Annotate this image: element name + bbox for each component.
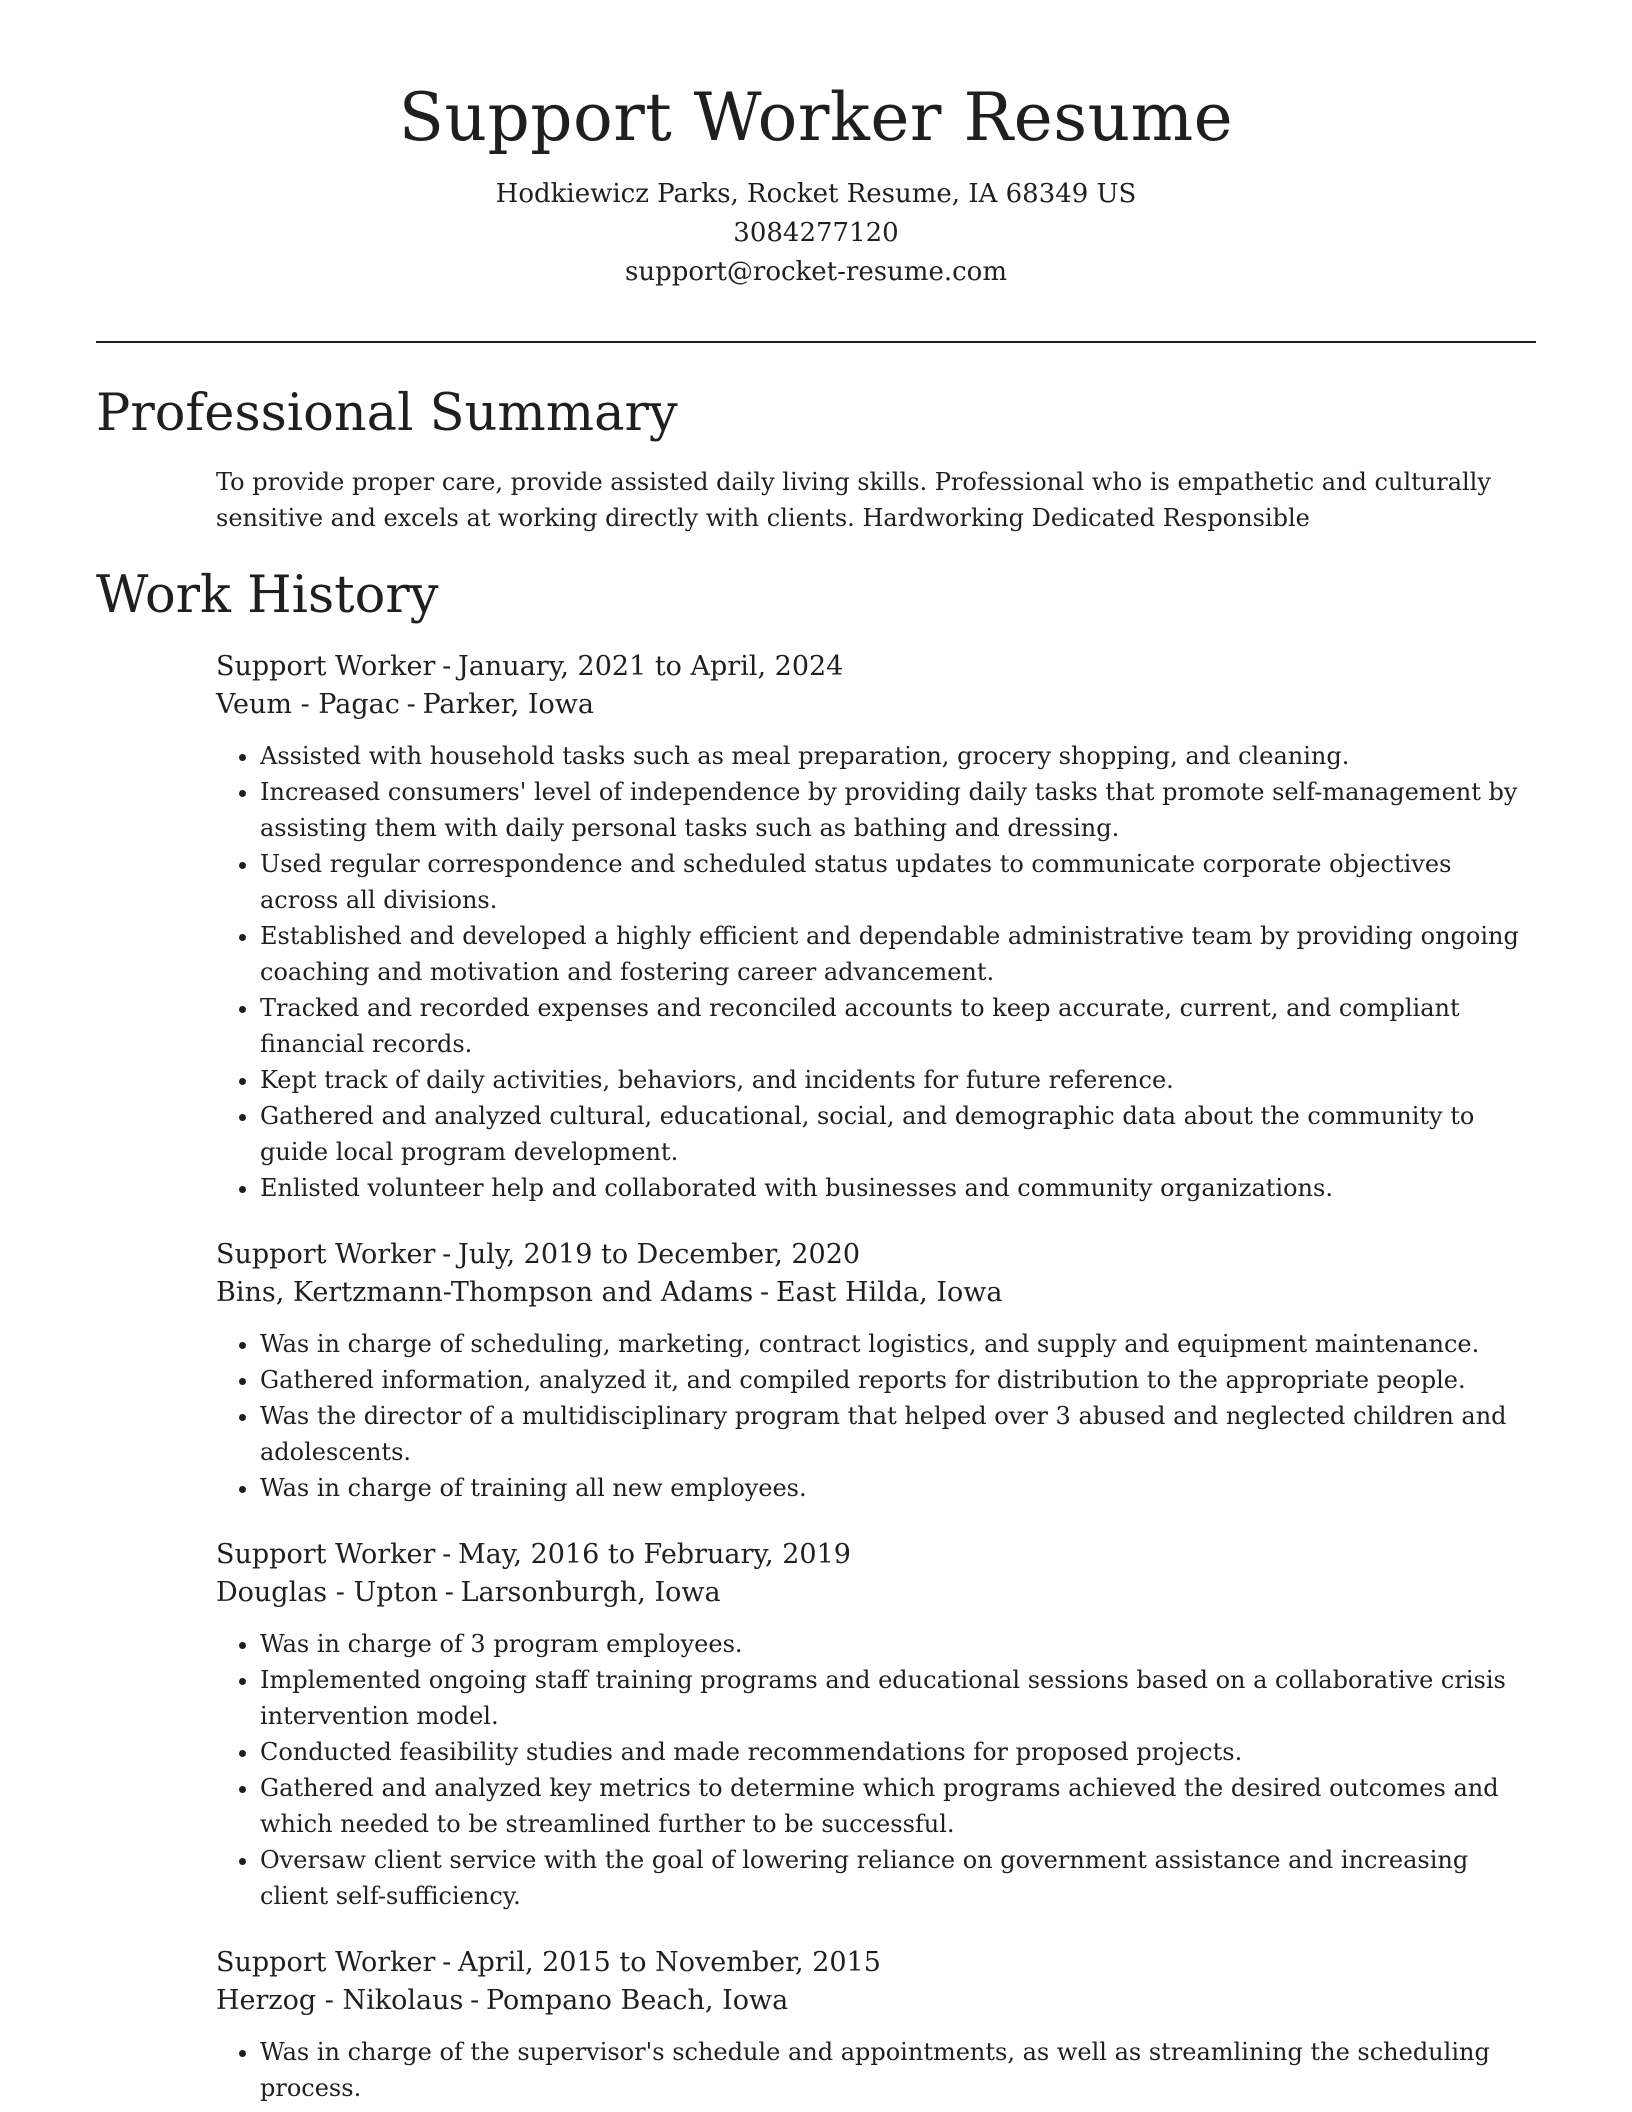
job-title-line: Support Worker - May, 2016 to February, 2019 [216, 1539, 851, 1570]
job-location: Larsonburgh, Iowa [460, 1577, 721, 1608]
job-title-line: Support Worker - January, 2021 to April, 2024 [216, 651, 844, 682]
job-title-line: Support Worker - April, 2015 to November, 2015 [216, 1947, 881, 1978]
job-employer-line: Bins, Kertzmann-Thompson and Adams - East Hilda, Iowa [216, 1277, 1003, 1308]
job-duties-list [216, 2034, 1536, 2106]
job-duty: • Gathered and analyzed cultural, educational, social, and demographic data about the community to guide local program development. [260, 1098, 1536, 1170]
address-line: Hodkiewicz Parks, Rocket Resume, IA 68349 US [495, 179, 1137, 210]
summary-text: To provide proper care, provide assisted daily living skills. Professional who is empathetic and culturally sensitive and excels at working directly with clients. Hardworking Dedicated Responsible [216, 468, 1491, 532]
job-duty: • Tracked and recorded expenses and reconciled accounts to keep accurate, current, and compliant financial records. [260, 990, 1536, 1062]
job-company: Herzog - Nikolaus [216, 1985, 464, 2016]
resume-header [0, 78, 1632, 292]
job-duty: • Was in charge of training all new employees. [260, 1470, 1536, 1506]
job-duty: • Established and developed a highly efficient and dependable administrative team by providing ongoing coaching and motivation and fostering career advancement. [260, 918, 1536, 990]
job-duty: • Increased consumers' level of independence by providing daily tasks that promote self-management by assisting them with daily personal tasks such as bathing and dressing. [260, 774, 1536, 846]
resume-title: Support Worker Resume [398, 79, 1234, 156]
job-company: Douglas - Upton [216, 1577, 438, 1608]
job-duty: • Was in charge of 3 program employees. [260, 1626, 1536, 1662]
job-duty: • Used regular correspondence and scheduled status updates to communicate corporate objectives across all divisions. [260, 846, 1536, 918]
contact-info [0, 175, 1632, 292]
job-duty: • Was in charge of scheduling, marketing, contract logistics, and supply and equipment maintenance. [260, 1326, 1536, 1362]
job-employer-line: Douglas - Upton - Larsonburgh, Iowa [216, 1577, 721, 1608]
job-company: Veum - Pagac [216, 689, 400, 720]
work-history-heading: Work History [96, 566, 439, 625]
job-duty: • Kept track of daily activities, behaviors, and incidents for future reference. [260, 1062, 1536, 1098]
job-title: Support Worker [216, 1239, 436, 1270]
job-duties-list [216, 1326, 1536, 1506]
job-duties-list [216, 738, 1536, 1206]
job-employer-line: Herzog - Nikolaus - Pompano Beach, Iowa [216, 1985, 789, 2016]
job-title: Support Worker [216, 651, 436, 682]
job-location: East Hilda, Iowa [775, 1277, 1003, 1308]
job-duty: • Enlisted volunteer help and collaborated with businesses and community organizations. [260, 1170, 1536, 1206]
job-duty: • Gathered and analyzed key metrics to determine which programs achieved the desired outcomes and which needed to be streamlined further to be successful. [260, 1770, 1536, 1842]
job-dates: April, 2015 to November, 2015 [458, 1947, 881, 1978]
job-entry [216, 1236, 1536, 1506]
header-divider [96, 341, 1536, 343]
job-title-line: Support Worker - July, 2019 to December, 2020 [216, 1239, 861, 1270]
job-duty: • Was the director of a multidisciplinary program that helped over 3 abused and neglected children and adolescents. [260, 1398, 1536, 1470]
job-entry [216, 1944, 1536, 2106]
job-dates: July, 2019 to December, 2020 [458, 1239, 861, 1270]
job-dates: May, 2016 to February, 2019 [458, 1539, 851, 1570]
job-entry [216, 648, 1536, 1206]
job-location: Pompano Beach, Iowa [485, 1985, 789, 2016]
job-title: Support Worker [216, 1947, 436, 1978]
job-duty: • Oversaw client service with the goal of lowering reliance on government assistance and increasing client self-sufficiency. [260, 1842, 1536, 1914]
job-title: Support Worker [216, 1539, 436, 1570]
job-location: Parker, Iowa [422, 689, 595, 720]
summary-heading: Professional Summary [96, 384, 678, 443]
job-duties-list [216, 1626, 1536, 1914]
email-address: support@rocket-resume.com [624, 257, 1007, 288]
job-duty: • Was in charge of the supervisor's schedule and appointments, as well as streamlining the scheduling process. [260, 2034, 1536, 2106]
job-duty: • Implemented ongoing staff training programs and educational sessions based on a collaborative crisis intervention model. [260, 1662, 1536, 1734]
job-duty: • Conducted feasibility studies and made recommendations for proposed projects. [260, 1734, 1536, 1770]
job-employer-line: Veum - Pagac - Parker, Iowa [216, 689, 595, 720]
job-entry [216, 1536, 1536, 1914]
job-duty: • Gathered information, analyzed it, and compiled reports for distribution to the appropriate people. [260, 1362, 1536, 1398]
phone-number: 3084277120 [733, 218, 899, 249]
job-duty: • Assisted with household tasks such as meal preparation, grocery shopping, and cleaning. [260, 738, 1536, 774]
job-company: Bins, Kertzmann-Thompson and Adams [216, 1277, 754, 1308]
resume-body [96, 382, 1536, 2106]
job-dates: January, 2021 to April, 2024 [458, 651, 844, 682]
